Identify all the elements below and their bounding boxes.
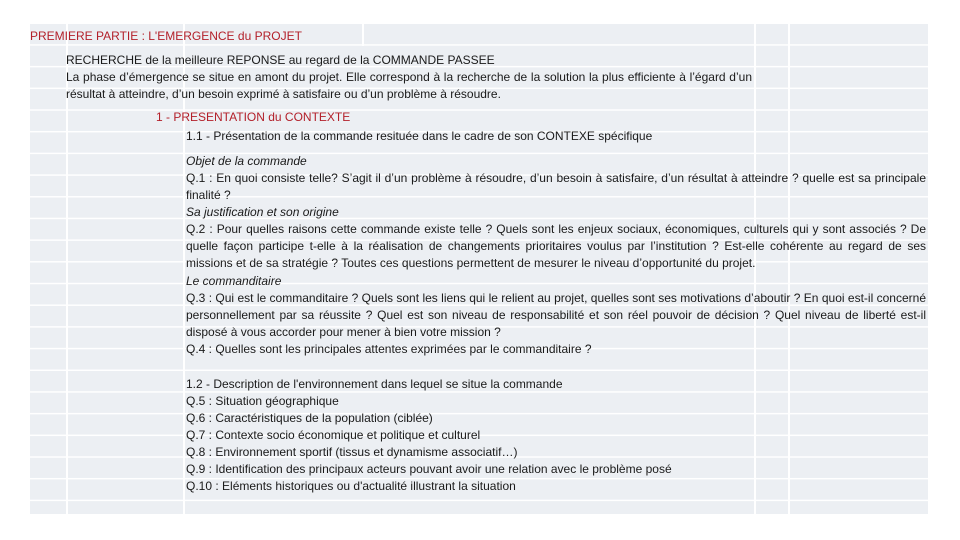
list-item: Q.8 : Environnement sportif (tissus et dynamisme associatif…) bbox=[186, 445, 518, 459]
subsection-heading: 1.1 - Présentation de la commande resituée dans le cadre de son CONTEXE spécifique bbox=[186, 129, 653, 143]
question-q3: Q.3 : Qui est le commanditaire ? Quels sont les liens qui le relient au projet, quelles sont ses motivations d’aboutir ? En quoi est-il concerné personnellement par sa réussite ? Quel est son niveau de responsabilité et son réel pouvoir de décision ? Quel niveau de liberté est-il disposé à vous accorder pour mener à bien votre mission ? bbox=[186, 291, 926, 339]
subsection-heading: 1.2 - Description de l'environnement dans lequel se situe la commande bbox=[186, 377, 563, 391]
list-item: Q.9 : Identification des principaux acteurs pouvant avoir une relation avec le problème posé bbox=[186, 462, 672, 476]
commanditaire-label: Le commanditaire bbox=[186, 274, 282, 288]
justification-label: Sa justification et son origine bbox=[186, 205, 339, 219]
section-heading: 1 - PRESENTATION du CONTEXTE bbox=[156, 110, 351, 124]
list-item: Q.7 : Contexte socio économique et politique et culturel bbox=[186, 428, 481, 442]
intro-paragraph: La phase d’émergence se situe en amont du projet. Elle correspond à la recherche de la solution la plus efficiente à l’égard d’un résultat à atteindre, d’un besoin exprimé à satisfaire ou d’un problème à résoudre. bbox=[66, 70, 752, 101]
document-sheet bbox=[30, 24, 928, 514]
intro-heading: RECHERCHE de la meilleure REPONSE au regard de la COMMANDE PASSEE bbox=[66, 53, 495, 67]
question-q1: Q.1 : En quoi consiste telle? S’agit il d’un problème à résoudre, d’un besoin à satisfaire, d’un résultat à atteindre ? quelle est sa principale finalité ? bbox=[186, 171, 926, 202]
page-title: PREMIERE PARTIE : L'EMERGENCE du PROJET bbox=[30, 29, 302, 43]
grid-line bbox=[362, 24, 364, 46]
question-q4: Q.4 : Quelles sont les principales attentes exprimées par le commanditaire ? bbox=[186, 342, 592, 356]
list-item: Q.10 : Eléments historiques ou d'actualité illustrant la situation bbox=[186, 479, 516, 493]
list-item: Q.5 : Situation géographique bbox=[186, 394, 339, 408]
objet-label: Objet de la commande bbox=[186, 154, 307, 168]
list-item: Q.6 : Caractéristiques de la population (ciblée) bbox=[186, 411, 433, 425]
question-q2: Q.2 : Pour quelles raisons cette commande existe telle ? Quels sont les enjeux sociaux, économiques, culturels qui y sont associés ? De quelle façon participe t-elle à la réalisation de changements prioritaires voulus par l’institution ? Est-elle cohérente au regard de ses missions et de sa stratégie ? Toutes ces questions permettent de mesurer le niveau d’opportunité du projet. bbox=[186, 222, 926, 270]
